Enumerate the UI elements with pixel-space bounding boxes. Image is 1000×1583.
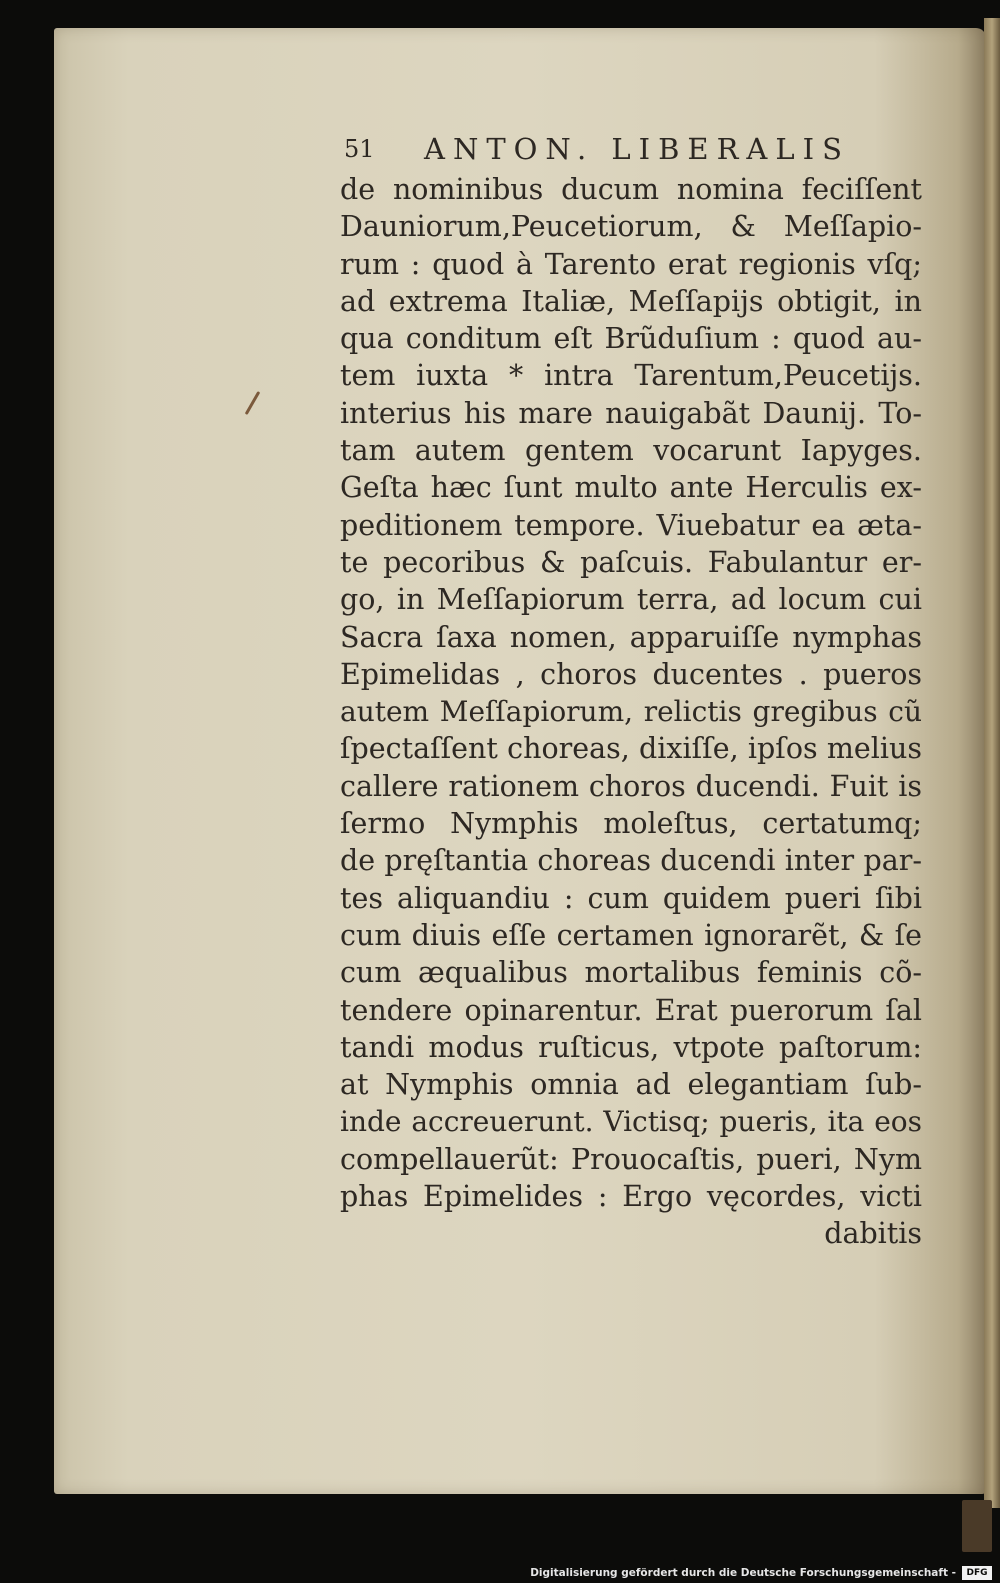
text-line: ſpectaſſent choreas, dixiſſe, ipſos melius [340, 732, 922, 766]
text-line: inde accreuerunt. Victisq; pueris, ita eos [340, 1105, 922, 1139]
text-line: Sacra ſaxa nomen, apparuiſſe nymphas [340, 620, 922, 654]
text-line: tendere opinarentur. Erat puerorum ſal [340, 993, 922, 1027]
text-line: qua conditum eſt Brũduſium : quod au- [340, 322, 922, 356]
text-line: compellauerũt: Prouocaſtis, pueri, Nym [340, 1142, 922, 1176]
page-number: 51 [344, 135, 375, 163]
text-line: tam autem gentem vocarunt Iapyges. [340, 434, 922, 468]
text-line: Dauniorum,Peucetiorum, & Meſſapio- [340, 210, 922, 244]
text-line: peditionem tempore. Viuebatur ea æta- [340, 508, 922, 542]
page-edge [984, 18, 1000, 1508]
text-line: rum : quod à Tarento erat regionis vſq; [340, 247, 922, 281]
text-line: Epimelidas , choros ducentes . pueros [340, 657, 922, 691]
text-line: go, in Meſſapiorum terra, ad locum cui [340, 583, 922, 617]
text-line: tandi modus ruſticus, vtpote paſtorum: [340, 1030, 922, 1064]
page-stain [962, 1500, 992, 1552]
text-line: ſermo Nymphis moleſtus, certatumq; [340, 807, 922, 841]
text-line: at Nymphis omnia ad elegantiam ſub- [340, 1068, 922, 1102]
text-line: callere rationem choros ducendi. Fuit is [340, 769, 922, 803]
text-line: te pecoribus & paſcuis. Fabulantur er- [340, 545, 922, 579]
text-line: de pręſtantia choreas ducendi inter par- [340, 844, 922, 878]
body-text [340, 171, 922, 1253]
running-title: ANTON. LIBERALIS [424, 132, 850, 166]
text-line: ad extrema Italiæ, Meſſapijs obtigit, in [340, 284, 922, 318]
text-line: autem Meſſapiorum, relictis gregibus cũ [340, 695, 922, 729]
text-line: tes aliquandiu : cum quidem pueri ſibi [340, 881, 922, 915]
text-line: tem iuxta * intra Tarentum,Peucetijs. [340, 359, 922, 393]
catchword: dabitis [824, 1217, 922, 1251]
text-line: Geſta hæc ſunt multo ante Herculis ex- [340, 471, 922, 505]
text-line: de nominibus ducum nomina feciſſent [340, 173, 922, 206]
digitization-footer [0, 1561, 1000, 1583]
running-head [344, 127, 884, 171]
funding-credit: Digitalisierung gefördert durch die Deutsche Forschungsgemeinschaft - [530, 1567, 956, 1579]
dfg-logo: DFG [962, 1566, 992, 1580]
text-line: cum diuis eſſe certamen ignorarẽt, & ſe [340, 918, 922, 952]
text-line: interius his mare nauigabãt Daunij. To- [340, 396, 922, 430]
text-line: phas Epimelides : Ergo vęcordes, victi [340, 1180, 922, 1214]
text-line: cum æqualibus mortalibus feminis cõ- [340, 956, 922, 990]
